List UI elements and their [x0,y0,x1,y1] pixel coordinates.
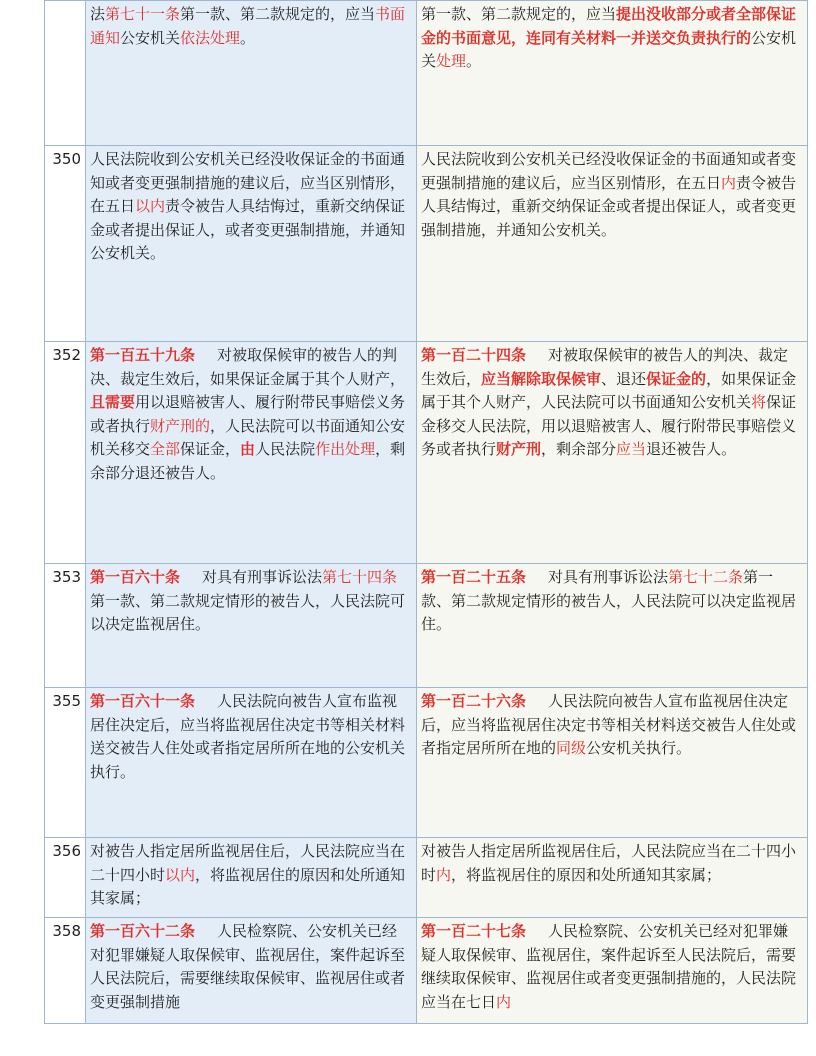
provision-text: 人民法院收到公安机关已经没收保证金的书面通知或者变更强制措施的建议后，应当区别情形，在五日 [421,150,797,192]
new-provision [417,342,808,564]
old-provision [86,688,417,838]
provision-text: 第一款、第二款规定情形的被告人，人民法院可以决定监视居住。 [90,591,406,633]
provision-text: 、退还 [601,369,647,388]
provision-text: 责令被告人具结悔过，重新交纳保证金或者提出保证人，或者变更强制措施，并通知公安机关。 [90,197,406,262]
provision-text: 对被告人指定居所监视居住后，人民法院应当在二十四小时 [421,842,797,884]
provision-text: 公安机关执行。 [586,739,692,757]
comparison-table [44,0,808,1024]
highlighted-text: 处理 [436,52,467,70]
highlighted-text: 第七十四条 [322,568,398,586]
provision-text: 人民法院收到公安机关已经没收保证金的书面通知或者变更强制措施的建议后，应当区别情形，在五日 [90,150,406,215]
highlighted-text: 第一百六十二条 [90,922,196,940]
provision-text: ，剩余部分 [541,440,617,458]
old-provision [86,918,417,1024]
highlighted-text: 第一百二十五条 [421,568,527,586]
provision-text: 人民法院向被告人宣布监视居住决定后，应当将监视居住决定书等相关材料送交被告人住处或者指定居所所在地的公安机关执行。 [90,692,406,781]
table-row [45,918,808,1024]
provision-text: 对被取保候审的被告人的判决、裁定生效后， [421,346,789,388]
highlighted-text: 将 [751,393,767,411]
highlighted-text: 由 [240,440,256,458]
table-row [45,564,808,688]
provision-text: 公安机关 [421,28,797,70]
new-provision [417,918,808,1024]
provision-text: 人民法院向被告人宣布监视居住决定后，应当将监视居住决定书等相关材料送交被告人住处或者指定居所所在地的 [421,692,797,757]
highlighted-text: 财产刑的 [150,416,211,435]
provision-text: 。 [466,52,482,70]
provision-text: 保证金， [180,440,241,458]
highlighted-text: 书面通知 [90,5,406,47]
highlighted-text: 第一百二十六条 [421,692,527,710]
highlighted-text: 第一百二十四条 [421,346,527,364]
new-provision [417,564,808,688]
table-row [45,146,808,342]
provision-text: 人民检察院、公安机关已经对犯罪嫌疑人取保候审、监视居住，案件起诉至人民法院后，需要继续取保候审、监视居住或者变更强制措施的，人民法院应当在七日 [421,922,797,1011]
provision-text: 保证金移交人民法院，用以退赔被害人、履行附带民事赔偿义务或者执行 [421,393,797,458]
article-number: 353 [45,564,86,688]
new-provision [417,688,808,838]
provision-text: ，将监视居住的原因和处所通知其家属； [90,865,406,907]
highlighted-text: 以内 [165,865,196,884]
provision-text: ，人民法院可以书面通知公安机关移交 [90,416,406,458]
old-provision [86,564,417,688]
highlighted-text: 全部 [150,440,181,458]
highlighted-text: 第一百二十七条 [421,922,527,940]
highlighted-text: 第七十二条 [668,568,744,586]
provision-text: 对具有刑事诉讼法 [548,568,669,586]
provision-text: ，将监视居住的原因和处所通知其家属； [451,865,722,884]
provision-text: 退还被告人。 [646,440,737,458]
table-row [45,342,808,564]
provision-text: 人民检察院、公安机关已经对犯罪嫌疑人取保候审、监视居住，案件起诉至人民法院后，需要继续取保候审、监视居住或者变更强制措施 [90,922,406,1011]
highlighted-text: 第一百五十九条 [90,346,196,364]
provision-text: 第一款、第二款规定情形的被告人，人民法院可以决定监视居住。 [421,568,797,633]
provision-text: 法 [90,5,106,23]
highlighted-text: 以内 [135,197,166,215]
highlighted-text: 依法处理 [180,28,241,47]
highlighted-text: 应当解除取保候审 [481,369,602,388]
provision-text: 第一款、第二款规定的，应当 [180,5,376,23]
old-provision [86,342,417,564]
highlighted-text: 内 [436,865,452,884]
provision-text: 公安机关 [120,28,181,47]
article-number [45,1,86,146]
new-provision [417,1,808,146]
highlighted-text: 同级 [556,739,587,757]
highlighted-text: 第一百六十一条 [90,692,196,710]
provision-text: 第一款、第二款规定的，应当 [421,5,617,23]
article-number: 356 [45,838,86,918]
highlighted-text: 第一百六十条 [90,568,181,586]
table-row [45,838,808,918]
old-provision [86,838,417,918]
highlighted-text: 且需要 [90,393,136,411]
new-provision [417,146,808,342]
highlighted-text: 内 [721,173,737,192]
highlighted-text: 财产刑 [496,440,542,458]
provision-text: ，剩余部分退还被告人。 [90,440,406,482]
table-row [45,688,808,838]
provision-text: 对具有刑事诉讼法 [202,568,323,586]
provision-text: ，如果保证金属于其个人财产，人民法院可以书面通知公安机关 [421,369,797,411]
provision-text: 。 [240,28,256,47]
highlighted-text: 作出处理 [315,440,376,458]
provision-text: 对被告人指定居所监视居住后，人民法院应当在二十四小时 [90,842,406,884]
table-row [45,1,808,146]
provision-text: 人民法院 [255,440,316,458]
highlighted-text: 内 [496,992,512,1011]
old-provision [86,1,417,146]
provision-text: 对被取保候审的被告人的判决、裁定生效后，如果保证金属于其个人财产， [90,346,406,388]
highlighted-text: 第七十一条 [105,5,181,23]
article-number: 350 [45,146,86,342]
old-provision [86,146,417,342]
article-number: 358 [45,918,86,1024]
new-provision [417,838,808,918]
highlighted-text: 应当 [616,440,647,458]
highlighted-text: 提出没收部分或者全部保证金的书面意见，连同有关材料一并送交负责执行的 [421,5,797,47]
provision-text: 用以退赔被害人、履行附带民事赔偿义务或者执行 [90,393,406,435]
highlighted-text: 保证金的 [646,369,707,388]
article-number: 355 [45,688,86,838]
article-number: 352 [45,342,86,564]
provision-text: 责令被告人具结悔过，重新交纳保证金或者提出保证人，或者变更强制措施，并通知公安机关。 [421,173,797,239]
